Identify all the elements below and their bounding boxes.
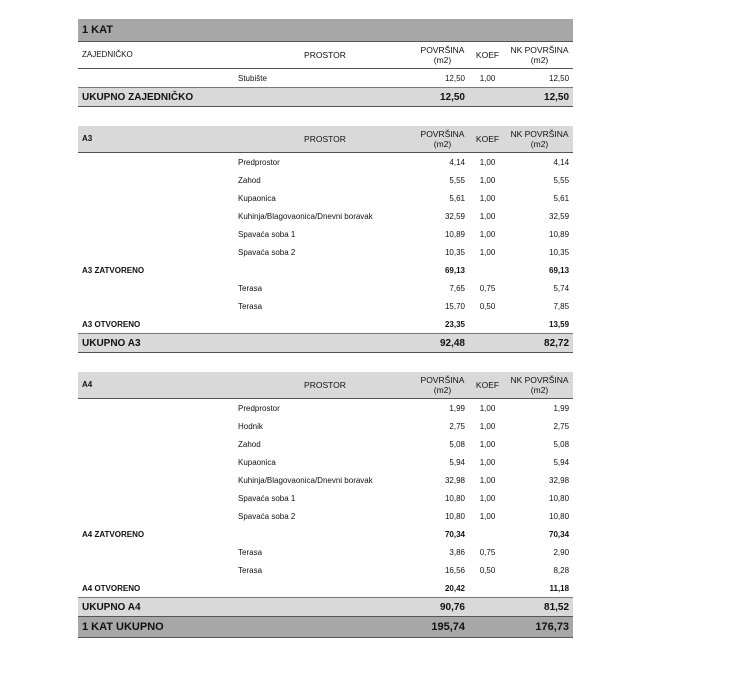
- room-area: 5,94: [449, 457, 465, 467]
- room-name: Terasa: [238, 547, 263, 557]
- table-row: [78, 543, 573, 561]
- room-koef: 1,00: [479, 421, 496, 431]
- room-name: Predprostor: [238, 157, 280, 167]
- closed-subtotal-area: 69,13: [444, 265, 465, 275]
- room-nk-area: 5,74: [553, 283, 570, 293]
- header-povrsina: POVRŠINA (m2): [416, 126, 469, 153]
- room-name: Terasa: [238, 301, 263, 311]
- common-label: ZAJEDNIČKO: [78, 42, 234, 69]
- grand-total-row: [78, 617, 573, 638]
- room-name: Spavaća soba 1: [238, 493, 296, 503]
- room-koef: 1,00: [479, 439, 496, 449]
- unit-total-label: UKUPNO A3: [78, 334, 416, 353]
- unit-total-area: 92,48: [416, 334, 469, 353]
- room-nk-area: 12,50: [549, 73, 570, 83]
- room-koef: 1,00: [479, 211, 496, 221]
- grand-total-nk: 176,73: [506, 617, 573, 638]
- room-name: Kuhinja/Blagovaonica/Dnevni boravak: [238, 211, 373, 221]
- room-nk-area: 2,90: [553, 547, 570, 557]
- room-area: 10,80: [444, 493, 465, 503]
- grand-total-label: 1 KAT UKUPNO: [78, 617, 416, 638]
- room-koef: 0,75: [479, 283, 496, 293]
- room-area: 10,80: [444, 511, 465, 521]
- open-subtotal-row: [78, 315, 573, 334]
- unit-header-row: [78, 372, 573, 399]
- room-area: 1,99: [449, 403, 465, 413]
- closed-subtotal-row: [78, 525, 573, 543]
- closed-subtotal-label: A4 ZATVORENO: [82, 529, 145, 539]
- grand-total-area: 195,74: [416, 617, 469, 638]
- open-subtotal-label: A3 OTVORENO: [82, 319, 141, 329]
- closed-subtotal-area: 70,34: [444, 529, 465, 539]
- room-koef: 1,00: [479, 475, 496, 485]
- room-nk-area: 5,55: [553, 175, 570, 185]
- room-name: Terasa: [238, 565, 263, 575]
- table-row: [78, 507, 573, 525]
- table-row: [78, 279, 573, 297]
- table-row: [78, 207, 573, 225]
- unit-label: A3: [78, 126, 234, 153]
- closed-subtotal-row: [78, 261, 573, 279]
- unit-label: A4: [78, 372, 234, 399]
- room-name: Zahod: [238, 175, 261, 185]
- common-header-row: [78, 42, 573, 69]
- room-area: 5,08: [449, 439, 465, 449]
- open-subtotal-area: 23,35: [444, 319, 465, 329]
- open-subtotal-label: A4 OTVORENO: [82, 583, 141, 593]
- room-area: 4,14: [449, 157, 465, 167]
- table-row: [78, 561, 573, 579]
- room-koef: 1,00: [479, 229, 496, 239]
- header-prostor: PROSTOR: [234, 372, 416, 399]
- room-nk-area: 8,28: [553, 565, 570, 575]
- room-nk-area: 7,85: [553, 301, 570, 311]
- unit-total-label: UKUPNO A4: [78, 598, 416, 617]
- unit-header-row: [78, 126, 573, 153]
- room-area: 15,70: [444, 301, 465, 311]
- room-name: Spavaća soba 2: [238, 247, 296, 257]
- common-total-area: 12,50: [416, 88, 469, 107]
- room-koef: 1,00: [479, 175, 496, 185]
- room-name: Stubište: [238, 73, 267, 83]
- room-koef: 1,00: [479, 193, 496, 203]
- room-nk-area: 2,75: [553, 421, 570, 431]
- room-nk-area: 10,80: [549, 493, 570, 503]
- room-area: 12,50: [444, 73, 465, 83]
- header-koef: KOEF: [469, 126, 506, 153]
- room-nk-area: 4,14: [553, 157, 570, 167]
- room-koef: 1,00: [479, 247, 496, 257]
- unit-total-nk: 81,52: [506, 598, 573, 617]
- room-area: 7,65: [449, 283, 465, 293]
- section-spacer: [78, 353, 573, 373]
- common-total-nk: 12,50: [506, 88, 573, 107]
- header-povrsina: POVRŠINA (m2): [416, 42, 469, 69]
- room-area: 5,55: [449, 175, 465, 185]
- area-sheet: [78, 19, 573, 638]
- room-name: Zahod: [238, 439, 261, 449]
- room-name: Kupaonica: [238, 457, 276, 467]
- floor-title-row: [78, 19, 573, 42]
- header-nk-povrsina: NK POVRŠINA (m2): [506, 372, 573, 399]
- room-nk-area: 10,89: [549, 229, 570, 239]
- header-nk-povrsina: NK POVRŠINA (m2): [506, 126, 573, 153]
- header-koef: KOEF: [469, 372, 506, 399]
- room-koef: 0,50: [479, 565, 496, 575]
- table-row: [78, 471, 573, 489]
- floor-title: 1 KAT: [78, 19, 573, 42]
- common-total-label: UKUPNO ZAJEDNIČKO: [78, 88, 416, 107]
- room-koef: 0,75: [479, 547, 496, 557]
- header-prostor: PROSTOR: [234, 126, 416, 153]
- room-name: Terasa: [238, 283, 263, 293]
- table-row: [78, 435, 573, 453]
- room-area: 10,35: [444, 247, 465, 257]
- room-area: 10,89: [444, 229, 465, 239]
- room-koef: 1,00: [479, 403, 496, 413]
- area-table: [78, 19, 573, 638]
- table-row: [78, 171, 573, 189]
- unit-total-row: [78, 334, 573, 353]
- room-name: Predprostor: [238, 403, 280, 413]
- closed-subtotal-nk: 70,34: [549, 529, 570, 539]
- room-nk-area: 10,80: [549, 511, 570, 521]
- table-row: [78, 417, 573, 435]
- closed-subtotal-nk: 69,13: [549, 265, 570, 275]
- room-nk-area: 32,59: [549, 211, 570, 221]
- room-name: Kuhinja/Blagovaonica/Dnevni boravak: [238, 475, 373, 485]
- room-koef: 1,00: [479, 73, 496, 83]
- header-nk-povrsina: NK POVRŠINA (m2): [506, 42, 573, 69]
- table-row: [78, 189, 573, 207]
- room-koef: 1,00: [479, 493, 496, 503]
- room-name: Spavaća soba 2: [238, 511, 296, 521]
- table-row: [78, 297, 573, 315]
- room-koef: 0,50: [479, 301, 496, 311]
- table-row: [78, 489, 573, 507]
- common-total-row: [78, 88, 573, 107]
- room-koef: 1,00: [479, 157, 496, 167]
- header-povrsina: POVRŠINA (m2): [416, 372, 469, 399]
- table-row: [78, 225, 573, 243]
- room-area: 32,59: [444, 211, 465, 221]
- room-nk-area: 1,99: [553, 403, 570, 413]
- table-row: [78, 153, 573, 172]
- table-row: [78, 243, 573, 261]
- open-subtotal-nk: 11,18: [549, 583, 570, 593]
- room-name: Kupaonica: [238, 193, 276, 203]
- room-koef: 1,00: [479, 511, 496, 521]
- room-area: 16,56: [444, 565, 465, 575]
- header-koef: KOEF: [469, 42, 506, 69]
- table-row: [78, 453, 573, 471]
- room-nk-area: 10,35: [549, 247, 570, 257]
- section-spacer: [78, 107, 573, 127]
- room-name: Hodnik: [238, 421, 263, 431]
- room-nk-area: 5,08: [553, 439, 570, 449]
- room-area: 32,98: [444, 475, 465, 485]
- closed-subtotal-label: A3 ZATVORENO: [82, 265, 145, 275]
- room-nk-area: 32,98: [549, 475, 570, 485]
- room-area: 3,86: [449, 547, 465, 557]
- room-name: Spavaća soba 1: [238, 229, 296, 239]
- unit-total-nk: 82,72: [506, 334, 573, 353]
- room-koef: 1,00: [479, 457, 496, 467]
- area-table-body: [78, 19, 573, 638]
- table-row: [78, 69, 573, 88]
- open-subtotal-area: 20,42: [444, 583, 465, 593]
- open-subtotal-row: [78, 579, 573, 598]
- room-nk-area: 5,94: [553, 457, 570, 467]
- unit-total-area: 90,76: [416, 598, 469, 617]
- header-prostor: PROSTOR: [234, 42, 416, 69]
- room-area: 2,75: [449, 421, 465, 431]
- table-row: [78, 399, 573, 418]
- open-subtotal-nk: 13,59: [549, 319, 570, 329]
- room-nk-area: 5,61: [553, 193, 570, 203]
- room-area: 5,61: [449, 193, 465, 203]
- unit-total-row: [78, 598, 573, 617]
